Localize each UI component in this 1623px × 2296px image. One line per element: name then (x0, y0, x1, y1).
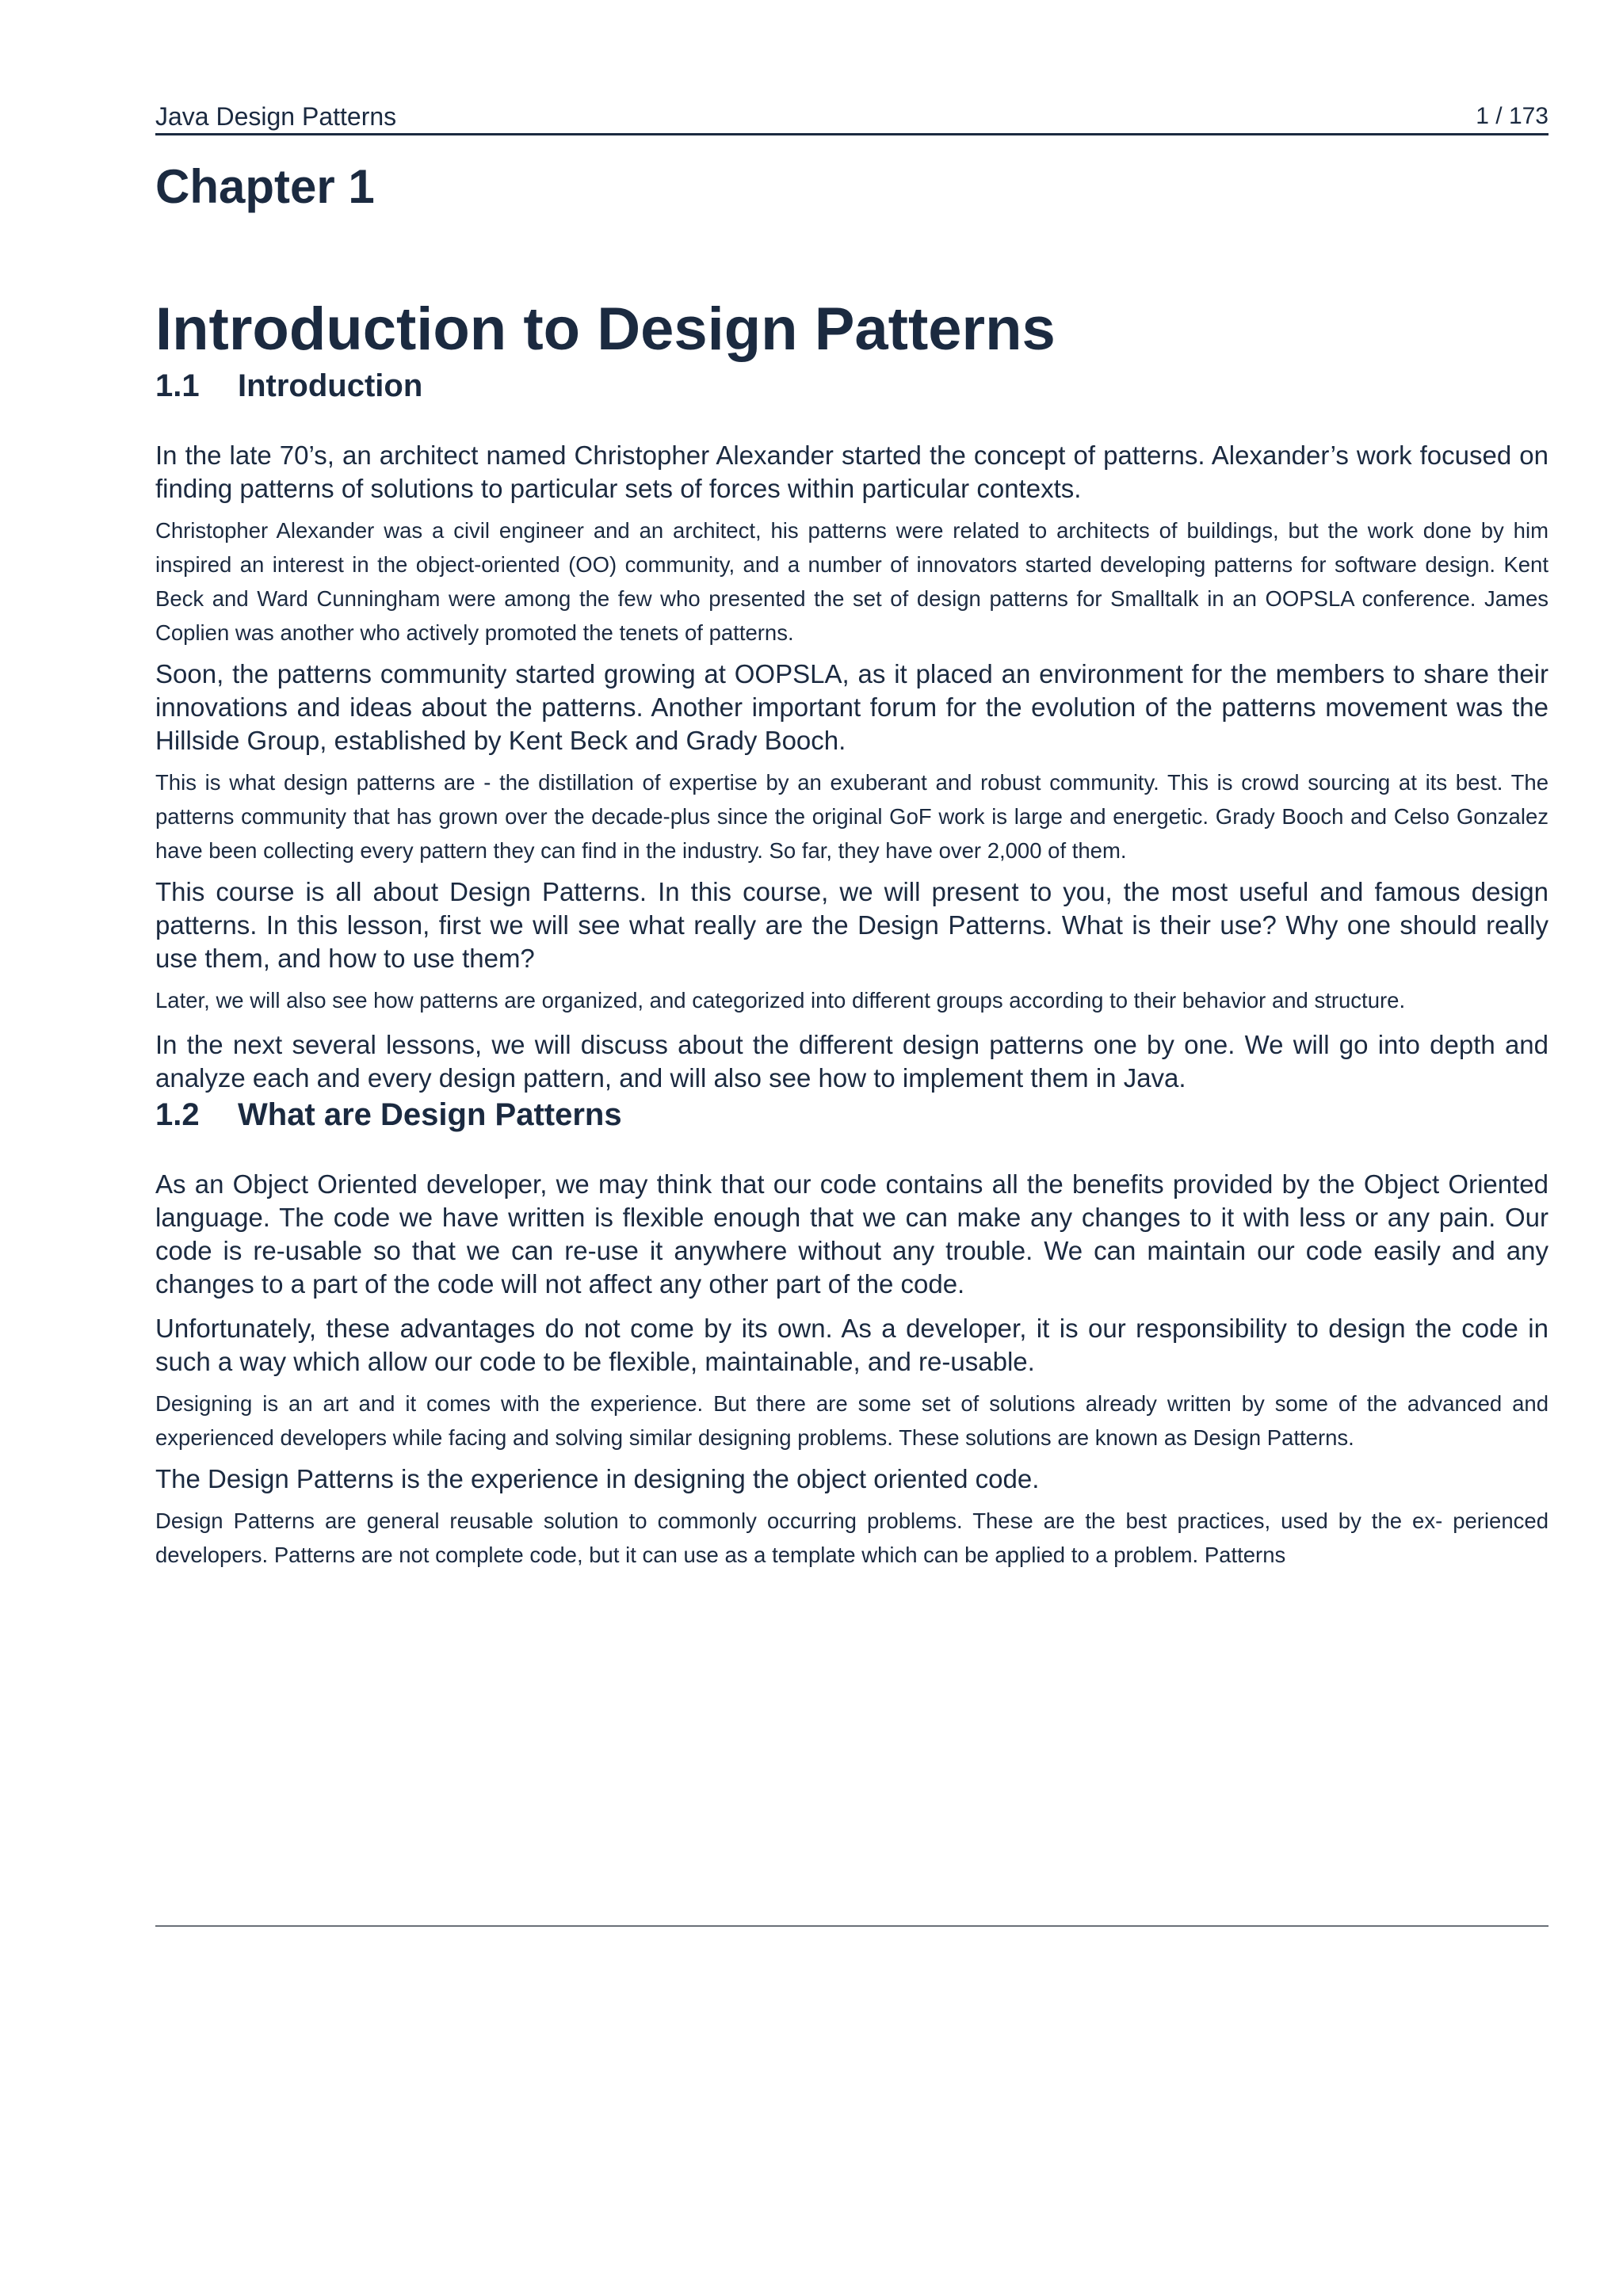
paragraph: Later, we will also see how patterns are organized, and categorized into different groups according to their behavior and structure. (155, 988, 1406, 1013)
paragraph: Christopher Alexander was a civil engineer and an architect, his patterns were related to architects of buildings, but the work done by him inspired an interest in the object-oriented (OO) community, and a number of innovators started developing patterns for software design. Kent Beck and Ward Cunningham were among the few who presented the set of design patterns for Smalltalk in an OOPSLA conference. James Coplien was another who actively promoted the tenets of patterns. (155, 518, 1549, 645)
page-content (155, 158, 1549, 1572)
section-heading-1-2 (155, 1095, 1549, 1135)
section-title: What are Design Patterns (238, 1097, 622, 1132)
paragraph: Unfortunately, these advantages do not come by its own. As a developer, it is our responsibility to design the code in such a way which allow our code to be flexible, maintainable, and re-usable. (155, 1314, 1549, 1376)
section-title: Introduction (238, 368, 423, 403)
chapter-title: Introduction to Design Patterns (155, 296, 1056, 363)
paragraph: Designing is an art and it comes with the experience. But there are some set of solutions already written by some of the advanced and experienced developers while facing and solving similar designing problems. These solutions are known as Design Patterns. (155, 1391, 1549, 1450)
section-number: 1.2 (155, 1097, 200, 1132)
document-title: Java Design Patterns (155, 102, 397, 131)
paragraph: As an Object Oriented developer, we may think that our code contains all the benefits provided by the Object Oriented language. The code we have written is flexible enough that we can make any changes to it with less or any pain. Our code is re-usable so that we can re-use it anywhere without any trouble. We can maintain our code easily and any changes to a part of the code will not affect any other part of the code. (155, 1169, 1549, 1299)
paragraph: In the next several lessons, we will discuss about the different design patterns one by one. We will go into depth and analyze each and every design pattern, and will also see how to implement them in Java. (155, 1030, 1549, 1093)
paragraph: This course is all about Design Patterns. In this course, we will present to you, the most useful and famous design patterns. In this lesson, first we will see what really are the Design Patterns. What is their use? Why one should really use them, and how to use them? (155, 877, 1549, 973)
paragraph: The Design Patterns is the experience in designing the object oriented code. (155, 1464, 1040, 1493)
footer-divider (155, 1925, 1549, 1927)
paragraph: Soon, the patterns community started growing at OOPSLA, as it placed an environment for the members to share their innovations and ideas about the patterns. Another important forum for the evolution of the patterns movement was the Hillside Group, established by Kent Beck and Grady Booch. (155, 659, 1549, 755)
section-heading-1-1 (155, 366, 1549, 406)
section-number: 1.1 (155, 368, 200, 403)
page-number: 1 / 173 (1476, 103, 1549, 129)
paragraph: This is what design patterns are - the distillation of expertise by an exuberant and robust community. This is crowd sourcing at its best. The patterns community that has grown over the decade-plus since the original GoF work is large and energetic. Grady Booch and Celso Gonzalez have been collecting every pattern they can find in the industry. So far, they have over 2,000 of them. (155, 770, 1549, 863)
paragraph: Design Patterns are general reusable solution to commonly occurring problems. These are the best practices, used by the ex- perienced developers. Patterns are not complete code, but it can use as a template which can be applied to a problem. Patterns (155, 1508, 1549, 1567)
page-header (155, 100, 1549, 135)
chapter-label: Chapter 1 (155, 160, 375, 213)
paragraph: In the late 70’s, an architect named Christopher Alexander started the concept of patterns. Alexander’s work focused on finding patterns of solutions to particular sets of forces within particular contexts. (155, 441, 1549, 503)
